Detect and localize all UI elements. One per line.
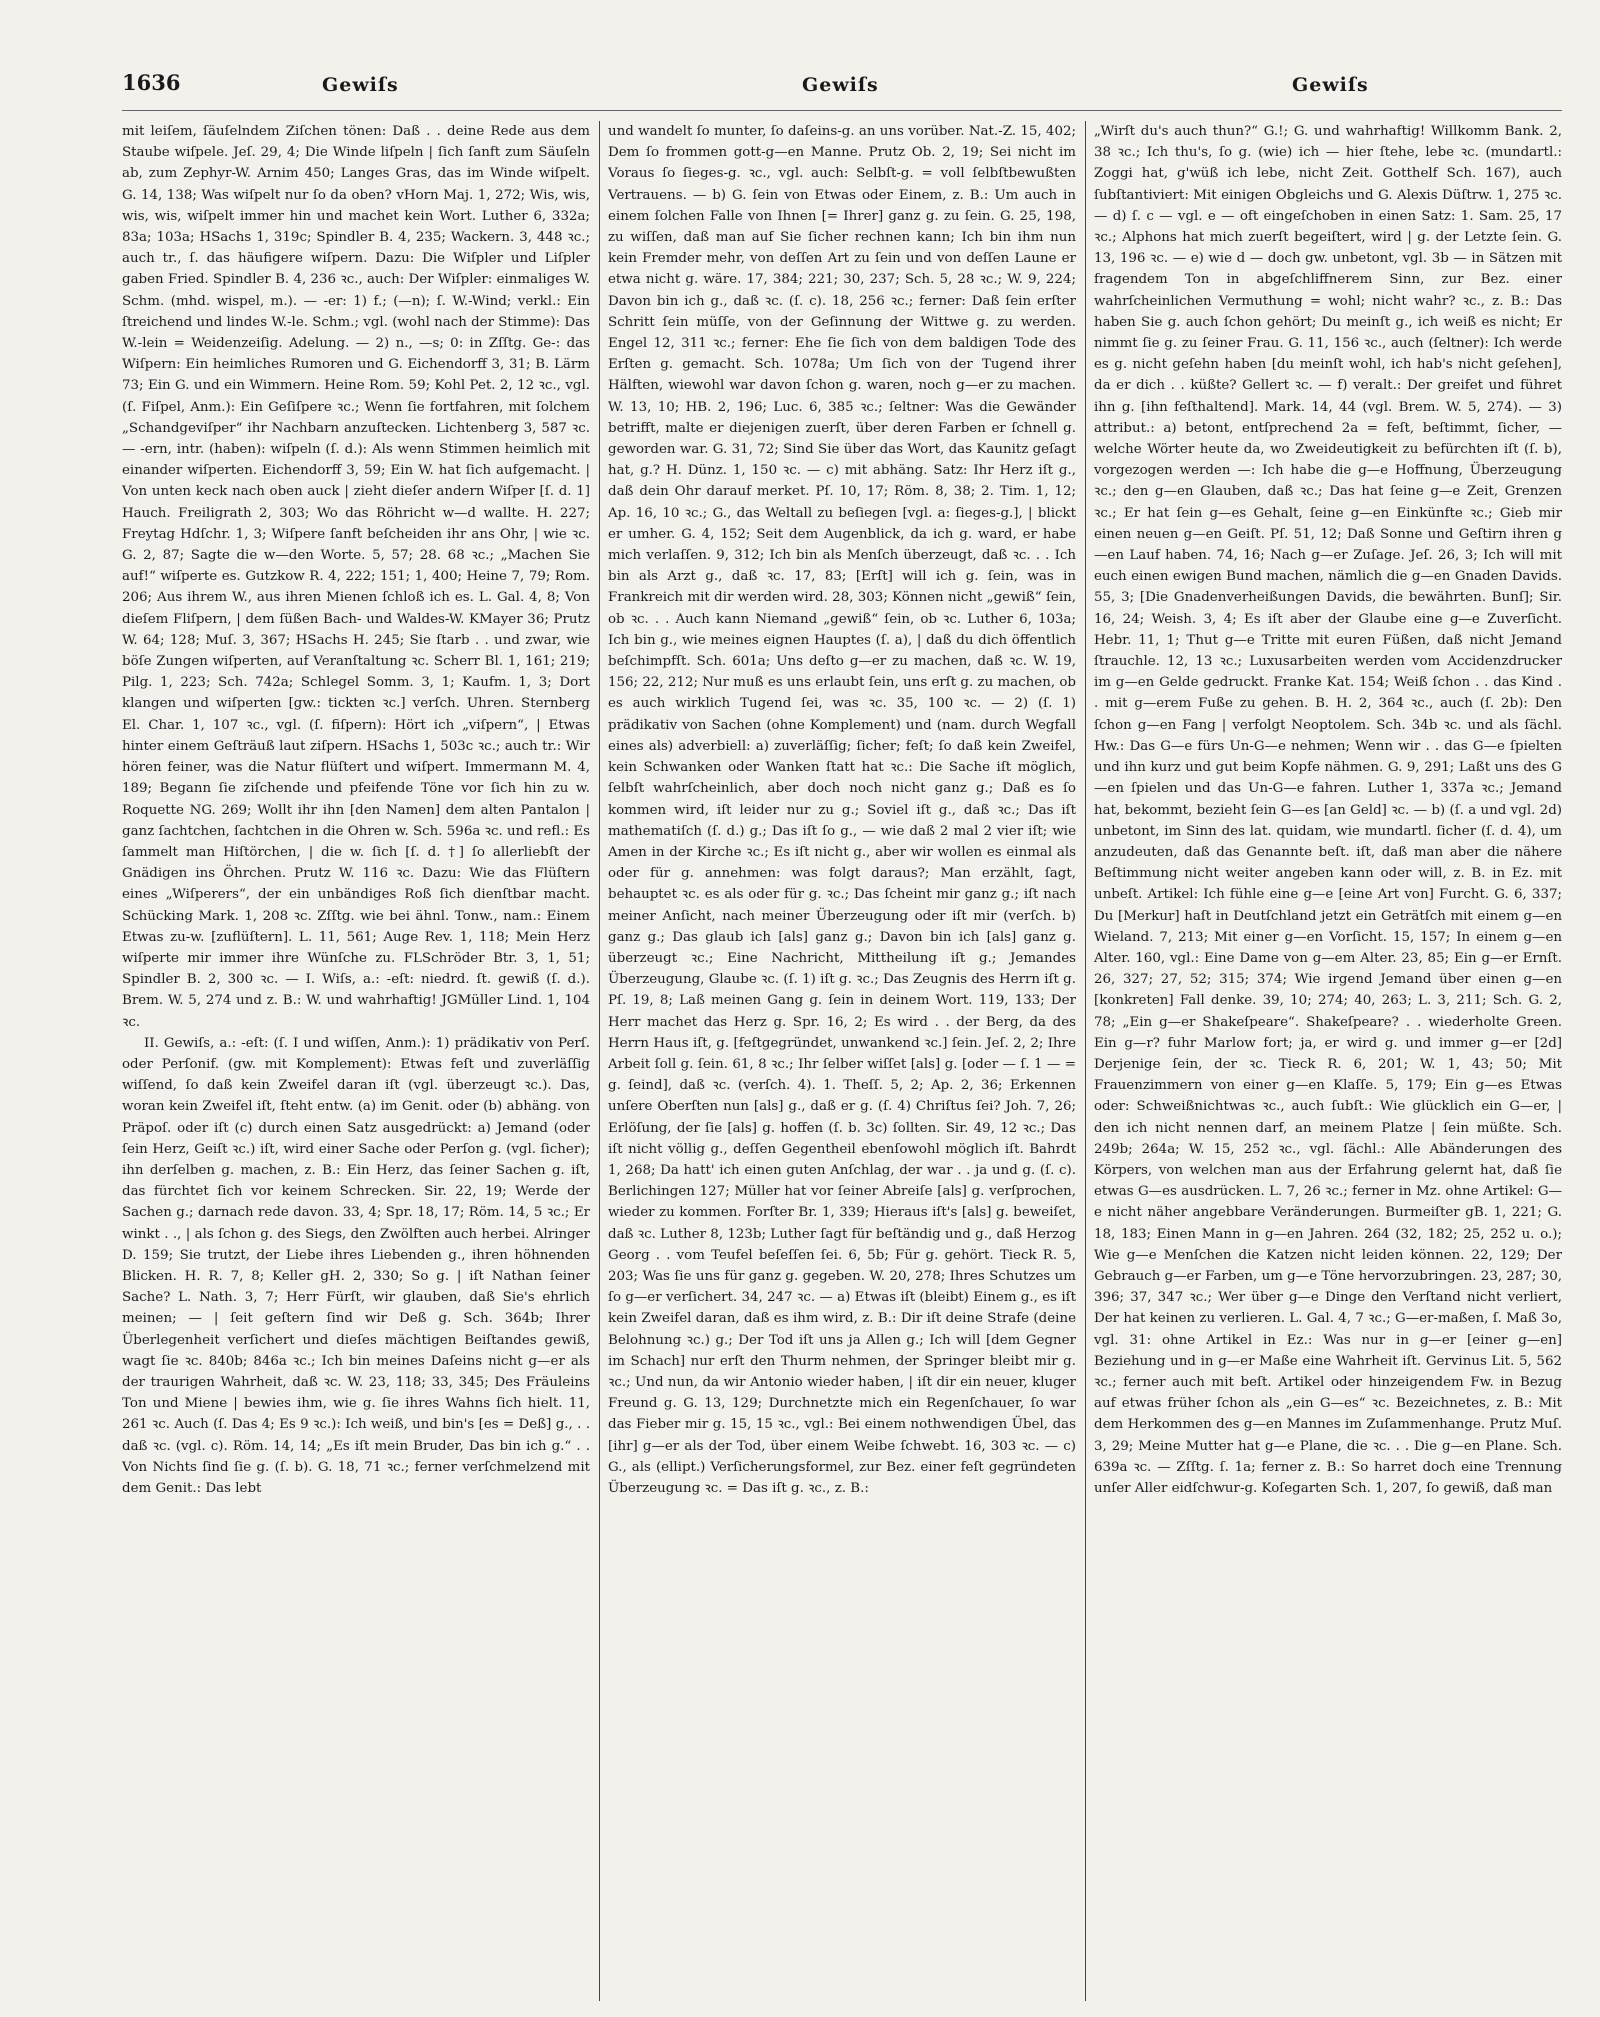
column-paragraph: „Wirſt du's auch thun?“ G.!; G. und wahrhaftig! Willkomm Bank. 2, 38 ꝛc.; Ich thu's, ſo g. (wie) ich — hier ſtehe, lebe ꝛc. (mundartl.: Zoggi hat, g'wüß ich lebe, nicht Zeit. Gotthelf Sch. 167), auch ſubſtantiviert: Mit einigen Obgleichs und G. Alexis Düſtrw. 1, 275 ꝛc. — d) ſ. c — vgl. e — oft eingeſchoben in einen Satz: 1. Sam. 25, 17 ꝛc.; Alphons hat mich zuerſt begeiſtert, wird | g. der Letzte ſein. G. 13, 196 ꝛc. — e) wie d — doch gw. unbetont, vgl. 3b — in Sätzen mit fragendem Ton in abgeſchliffnerem Sinn, zur Bez. einer wahrſcheinlichen Vermuthung = wohl; nicht wahr? ꝛc., z. B.: Das haben Sie g. auch ſchon gehört; Du meinſt g., ich weiß es nicht; Er nimmt ſie g. zu ſeiner Frau. G. 11, 156 ꝛc., auch (ſeltner): Ich werde es g. nicht geſehn haben [du meinſt wohl, ich hab's nicht geſehen], da er dich . . küßte? Gellert ꝛc. — f) veralt.: Der greifet und führet ihn g. [ihn feſthaltend]. Mark. 14, 44 (vgl. Brem. W. 5, 274). — 3) attribut.: a) betont, entſprechend 2a = feſt, beſtimmt, ſicher, — welche Wörter heute da, wo Zweideutigkeit zu befürchten iſt (ſ. b), vorgezogen werden —: Ich habe die g—e Hoffnung, Überzeugung ꝛc.; den g—en Glauben, daß ꝛc.; Das hat ſeine g—e Zeit, Grenzen ꝛc.; Er hat ſein g—es Gehalt, ſeine g—en Einkünfte ꝛc.; Gieb mir einen neuen g—en Geiſt. Pſ. 51, 12; Daß Sonne und Geſtirn ihren g—en Lauf haben. 74, 16; Nach g—er Zuſage. Jeſ. 26, 3; Ich will mit euch einen ewigen Bund machen, nämlich die g—en Gnaden Davids. 55, 3; [Die Gnadenverheißungen Davids, die bewährten. Bunſ]; Sir. 16, 24; Weish. 3, 4; Es iſt aber der Glaube eine g—e Zuverſicht. Hebr. 11, 1; Thut g—e Tritte mit euren Füßen, daß nicht Jemand ſtrauchle. 12, 13 ꝛc.; Luxusarbeiten werden vom Accidenzdrucker im g—en Gelde gedruckt. Franke Kat. 154; Weiß ſchon . . das Kind . . mit g—erem Fuße zu gehen. B. H. 2, 364 ꝛc., auch (ſ. 2b): Den ſchon g—en Fang | verfolgt Neoptolem. Sch. 34b ꝛc. und als ſächl. Hw.: Das G—e fürs Un-G—e nehmen; Wenn wir . . das G—e ſpielten und ihn kurz und gut beim Kopfe nähmen. G. 9, 291; Laßt uns des G—en ſpielen und das Un-G—e fahren. Luther 1, 337a ꝛc.; Jemand hat, bekommt, bezieht ſein G—es [an Geld] ꝛc. — b) (ſ. a und vgl. 2d) unbetont, im Sinn des lat. quidam, wie mundartl. ſicher (ſ. d. 4), um anzudeuten, daß das Genannte beſt. iſt, daß man aber die nähere Beſtimmung nicht weiter angeben kann oder will, z. B. in Ez. mit unbeſt. Artikel: Ich fühle eine g—e [eine Art von] Furcht. G. 6, 337; Du [Merkur] haſt in Deutſchland jetzt ein Geträtſch mit einem g—en Wieland. 7, 213; Mit einer g—en Vorſicht. 15, 157; In einem g—en Alter. 160, vgl.: Eine Dame von g—em Alter. 23, 85; Ein g—er Ernſt. 26, 327; 27, 52; 315; 374; Wie irgend Jemand über einen g—en [konkreten] Fall denke. 39, 10; 274; 40, 263; L. 3, 211; Sch. G. 2, 78; „Ein g—er Shakeſpeare“. Shakeſpeare? . . wiederholte Green. Ein g—r? fuhr Marlow fort; ja, er wird g. und immer g—er [2d] Derjenige ſein, der ꝛc. Tieck R. 6, 201; W. 1, 43; 50; Mit Frauenzimmern von einer g—en Klaſſe. 5, 179; Ein g—es Etwas oder: Schweißnichtwas ꝛc., auch ſubſt.: Wie glücklich ein G—er, | den ich nicht nennen darf, an meinem Platze | ſein müßte. Sch. 249b; 264a; W. 15, 252 ꝛc., vgl. ſächl.: Alle Abänderungen des Körpers, von welchen man aus der Erfahrung gelernt hat, daß ſie etwas G—es ausdrücken. L. 7, 26 ꝛc.; ferner in Mz. ohne Artikel: G—e nicht näher angebbare Veränderungen. Burmeiſter gB. 1, 221; G. 18, 183; Einen Mann in g—en Jahren. 264 (32, 182; 25, 252 u. o.); Wie g—e Menſchen die Katzen nicht leiden können. 22, 129; Der Gebrauch g—er Farben, um g—e Töne hervorzubringen. 23, 287; 30, 396; 37, 347 ꝛc.; Wer über g—e Dinge den Verſtand nicht verliert, Der hat keinen zu verlieren. L. Gal. 4, 7 ꝛc.; G—er-maßen, ſ. Maß 3o, vgl. 31: ohne Artikel in Ez.: Was nur in g—er [einer g—en] Beziehung und in g—er Maße eine Wahrheit iſt. Gervinus Lit. 5, 562 ꝛc.; ferner auch mit beſt. Artikel oder hinzeigendem Fw. in Bezug auf etwas früher ſchon als „ein G—es“ ꝛc. Bezeichnetes, z. B.: Mit dem Herkommen des g—en Mannes im Zuſammenhange. Prutz Muſ. 3, 29; Meine Mutter hat g—e Plane, die ꝛc. . . Die g—en Plane. Sch. 639a ꝛc. — Zſſtg. ſ. 1a; ferner z. B.: So harret doch eine Trennung unſer Aller eidſchwur-g. Koſegarten Sch. 1, 207, ſo gewiß, daß man xyxy=(1094,124,1562,1496)
column-paragraph: II. Gewiſs, a.: -eſt: (ſ. I und wiſſen, Anm.): 1) prädikativ von Perſ. oder Perſonif. (gw. mit Komplement): Etwas feſt und zuverläſſig wiſſend, ſo daß kein Zweifel daran iſt (vgl. überzeugt ꝛc.). Das, woran kein Zweifel iſt, ſteht entw. (a) im Genit. oder (b) abhäng. von Präpoſ. oder iſt (c) durch einen Satz ausgedrückt: a) Jemand (oder ſein Herz, Geiſt ꝛc.) iſt, wird einer Sache oder Perſon g. (vgl. ſicher); ihn derſelben g. machen, z. B.: Ein Herz, das ſeiner Sachen g. iſt, das fürchtet ſich vor keinem Schrecken. Sir. 22, 19; Werde der Sachen g.; darnach rede davon. 33, 4; Spr. 18, 17; Röm. 14, 5 ꝛc.; Er winkt . ., | als ſchon g. des Siegs, den Zwölften auch herbei. Alringer D. 159; Sie trutzt, der Liebe ihres Liebenden g., ihren höhnenden Blicken. H. R. 7, 8; Keller gH. 2, 330; So g. | iſt Nathan ſeiner Sache? L. Nath. 3, 7; Herr Fürſt, wir glauben, daß Sie's ehrlich meinen; — | ſeit geſtern ſind wir Deß g. Sch. 364b; Ihrer Überlegenheit verſichert und dieſes mächtigen Beiſtandes gewiß, wagt ſie ꝛc. 840b; 846a ꝛc.; Ich bin meines Daſeins nicht g—er als der traurigen Wahrheit, daß ꝛc. W. 23, 118; 33, 345; Des Fräuleins Ton und Miene | bewies ihm, wie g. ſie ihres Wahns ſich hielt. 11, 261 ꝛc. Auch (ſ. Das 4; Es 9 ꝛc.): Ich weiß, und bin's [es = Deß] g., . . daß ꝛc. (vgl. c). Röm. 14, 14; „Es iſt mein Bruder, Das bin ich g.“ . . Von Nichts ſind ſie g. (ſ. b). G. 18, 71 ꝛc.; ferner verſchmelzend mit dem Genit.: Das lebt xyxy=(122,1035,590,1496)
running-head-right: Gewiſs xyxy=(1292,74,1369,96)
page-number: 1636 xyxy=(122,70,181,95)
header-rule xyxy=(122,110,1562,111)
column-right xyxy=(1085,121,1562,2001)
column-left xyxy=(122,121,590,2001)
running-head-center: Gewiſs xyxy=(802,74,879,96)
text-columns xyxy=(122,121,1562,2001)
page-header xyxy=(122,70,1562,110)
running-head-left: Gewiſs xyxy=(322,74,399,96)
column-paragraph: mit leiſem, ſäuſelndem Ziſchen tönen: Daß . . deine Rede aus dem Staube wiſpele. Jeſ. 29, 4; Die Winde liſpeln | ſich ſanft zum Säuſeln ab, zum Zephyr-W. Arnim 450; Langes Gras, das im Winde wiſpelt. G. 14, 138; Was wiſpelt nur ſo da oben? vHorn Maj. 1, 272; Wis, wis, wis, wis, wiſpelt immer hin und machet kein Wort. Luther 6, 332a; 83a; 103a; HSachs 1, 319c; Spindler B. 4, 235; Wackern. 3, 448 ꝛc.; auch tr., ſ. das häufigere wiſpern. Dazu: Die Wiſpler und Liſpler gaben Fried. Spindler B. 4, 236 ꝛc., auch: Der Wiſpler: einmaliges W. Schm. (mhd. wispel, m.). — -er: 1) f.; (—n); ſ. W.-Wind; verkl.: Ein ſtreichend und lindes W.-le. Schm.; vgl. (wohl nach der Stimme): Das W.-lein = Weidenzeiſig. Adelung. — 2) n., —s; 0: in Zſſtg. Ge-: das Wiſpern: Ein heimliches Rumoren und G. Eichendorff 3, 31; B. Lärm 73; Ein G. und ein Wimmern. Heine Rom. 59; Kohl Pet. 2, 12 ꝛc., vgl. (ſ. Fiſpel, Anm.): Ein Geſiſpere ꝛc.; Wenn ſie fortfahren, mit ſolchem „Schandgeviſper“ ihr Nachbarn anzuſtecken. Lichtenberg 3, 587 ꝛc. — -ern, intr. (haben): wiſpeln (ſ. d.): Als wenn Stimmen heimlich mit einander wiſperten. Eichendorff 3, 59; Ein W. hat ſich aufgemacht. | Von unten keck nach oben auck | zieht dieſer andern Wiſper [ſ. d. 1] Hauch. Freiligrath 2, 303; Wo das Röhricht w—d wallte. H. 227; Freytag Hdſchr. 1, 3; Wiſpere ſanft beſcheiden ihr ans Ohr, | wie ꝛc. G. 2, 87; Sagte die w—den Worte. 5, 57; 28. 68 ꝛc.; „Machen Sie auf!“ wiſperte es. Gutzkow R. 4, 222; 151; 1, 400; Heine 7, 79; Rom. 206; Aus ihrem W., aus ihren Mienen ſchloß ich es. L. Gal. 4, 8; Von dieſem Fliſpern, | dem ſüßen Bach- und Waldes-W. KMayer 36; Prutz W. 64; 128; Muſ. 3, 367; HSachs H. 245; Sie ſtarb . . und zwar, wie böſe Zungen wiſperten, auf Veranſtaltung ꝛc. Scherr Bl. 1, 161; 219; Pilg. 1, 223; Sch. 742a; Schlegel Somm. 3, 1; Kaufm. 1, 3; Dort klangen und wiſperten [gw.: tickten ꝛc.] verſch. Uhren. Sternberg El. Char. 1, 107 ꝛc., vgl. (ſ. fiſpern): Hört ich „viſpern“, | Etwas hinter einem Geſträuß laut ziſpern. HSachs 1, 503c ꝛc.; auch tr.: Wir hören feiner, was die Natur flüſtert und wiſpert. Immermann M. 4, 189; Begann ſie ziſchende und pfeifende Töne vor ſich hin zu w. Roquette NG. 269; Wollt ihr ihn [den Namen] dem alten Pantalon | ganz ſachtchen, ſachtchen in die Ohren w. Sch. 596a ꝛc. und refl.: Es ſammelt man Hiſtörchen, | die w. ſich [ſ. d. †] ſo allerliebſt der Gnädigen ins Öhrchen. Prutz W. 116 ꝛc. Dazu: Wie das Flüſtern eines „Wiſperers“, der ein unbändiges Roß ſich dienſtbar macht. Schücking Mark. 1, 208 ꝛc. Zſſtg. wie bei ähnl. Tonw., nam.: Einem Etwas zu-w. [zuflüſtern]. L. 11, 561; Auge Rev. 1, 118; Mein Herz wiſperte mir immer ihre Wünſche zu. FLSchröder Btr. 3, 1, 51; Spindler B. 2, 300 ꝛc. — I. Wiſs, a.: -eſt: niedrd. ſt. gewiß (ſ. d.). Brem. W. 5, 274 und z. B.: W. und wahrhaftig! JGMüller Lind. 1, 104 ꝛc. xyxy=(122,124,590,1030)
column-middle xyxy=(599,121,1076,2001)
column-paragraph: und wandelt ſo munter, ſo daſeins-g. an uns vorüber. Nat.-Z. 15, 402; Dem ſo frommen gott-g—en Manne. Prutz Ob. 2, 19; Sei nicht im Voraus ſo ſieges-g. ꝛc., vgl. auch: Selbſt-g. = voll ſelbſtbewußten Vertrauens. — b) G. ſein von Etwas oder Einem, z. B.: Um auch in einem ſolchen Falle von Ihnen [= Ihrer] ganz g. zu ſein. G. 25, 198, zu wiſſen, daß man auf Sie ſicher rechnen kann; Ich bin ihm nun kein Fremder mehr, von deſſen Art zu ſein und von deſſen Laune er etwa nicht g. wäre. 17, 384; 221; 30, 237; Sch. 5, 28 ꝛc.; W. 9, 224; Davon bin ich g., daß ꝛc. (ſ. c). 18, 256 ꝛc.; ferner: Daß ſein erſter Schritt ſein müſſe, von der Geſinnung der Wittwe g. zu werden. Engel 12, 311 ꝛc.; ferner: Ehe ſie ſich von dem baldigen Tode des Erſten g. gemacht. Sch. 1078a; Um ſich von der Tugend ihrer Hälften, wiewohl war davon ſchon g. waren, noch g—er zu machen. W. 13, 10; HB. 2, 196; Luc. 6, 385 ꝛc.; ſeltner: Was die Gewänder betrifft, malte er diejenigen zuerſt, über deren Farben er ſchnell g. geworden war. G. 31, 72; Sind Sie über das Wort, das Kaunitz geſagt hat, g.? H. Dünz. 1, 150 ꝛc. — c) mit abhäng. Satz: Ihr Herz iſt g., daß dein Ohr darauf merket. Pſ. 10, 17; Röm. 8, 38; 2. Tim. 1, 12; Ap. 16, 10 ꝛc.; G., das Weltall zu beſiegen [vgl. a: ſieges-g.], | blickt er umher. G. 4, 152; Seit dem Augenblick, da ich g. ward, er habe mich verlaſſen. 9, 312; Ich bin als Menſch überzeugt, daß ꝛc. . . Ich bin als Arzt g., daß ꝛc. 17, 83; [Erſt] will ich g. ſein, was in Frankreich mit dir werden wird. 28, 303; Können nicht „gewiß“ ſein, ob ꝛc. . . Auch kann Niemand „gewiß“ ſein, ob ꝛc. Luther 6, 103a; Ich bin g., wie meines eignen Hauptes (ſ. a), | daß du dich öffentlich beſchimpfſt. Sch. 601a; Uns deſto g—er zu machen, daß ꝛc. W. 19, 156; 22, 212; Nur muß es uns erlaubt ſein, uns erſt g. zu machen, ob es auch wirklich Tugend ſei, was ꝛc. 35, 100 ꝛc. — 2) (ſ. 1) prädikativ von Sachen (ohne Komplement) und (nam. durch Wegfall eines als) adverbiell: a) zuverläſſig; ſicher; feſt; ſo daß kein Zweifel, kein Schwanken oder Wanken ſtatt hat ꝛc.: Die Sache iſt möglich, ſelbſt wahrſcheinlich, aber doch noch nicht ganz g.; Daß es ſo kommen wird, iſt leider nur zu g.; Soviel iſt g., daß ꝛc.; Das iſt mathematiſch (ſ. d.) g.; Das iſt ſo g., — wie daß 2 mal 2 vier iſt; wie Amen in der Kirche ꝛc.; Es iſt nicht g., aber wir wollen es einmal als oder für g. annehmen: was folgt daraus?; Man erzählt, ſagt, behauptet ꝛc. es als oder für g. ꝛc.; Das ſcheint mir ganz g.; iſt nach meiner Anſicht, nach meiner Überzeugung oder iſt mir (verſch. b) ganz g.; Das glaub ich [als] ganz g.; Davon bin ich [als] ganz g. überzeugt ꝛc.; Eine Nachricht, Mittheilung iſt g.; Jemandes Überzeugung, Glaube ꝛc. (ſ. 1) iſt g. ꝛc.; Das Zeugnis des Herrn iſt g. Pſ. 19, 8; Laß meinen Gang g. ſein in deinem Wort. 119, 133; Der Herr machet das Herz g. Spr. 16, 2; Es wird . . der Berg, da des Herrn Haus iſt, g. [feſtgegründet, unwankend ꝛc.] ſein. Jeſ. 2, 2; Ihre Arbeit ſoll g. ſein. 61, 8 ꝛc.; Ihr ſelber wiſſet [als] g. [oder — ſ. 1 — = g. ſeind], daß ꝛc. (verſch. 4). 1. Theſſ. 5, 2; Ap. 2, 36; Erkennen unſere Oberſten nun [als] g., daß er g. (ſ. 4) Chriſtus ſei? Joh. 7, 26; Erlöſung, der ſie [als] g. hoffen (ſ. b. 3c) ſollten. Sir. 49, 12 ꝛc.; Das iſt nicht völlig g., deſſen Gegentheil ebenſowohl möglich iſt. Bahrdt 1, 268; Da hatt' ich einen guten Anſchlag, der war . . ja und g. (ſ. c). Berlichingen 127; Müller hat vor ſeiner Abreiſe [als] g. verſprochen, wieder zu kommen. Forſter Br. 1, 339; Hieraus iſt's [als] g. beweiſet, daß ꝛc. Luther 8, 123b; Luther ſagt für beſtändig und g., daß Herzog Georg . . vom Teufel beſeſſen ſei. 6, 5b; Für g. gehört. Tieck R. 5, 203; Was ſie uns für ganz g. gegeben. W. 20, 278; Ihres Schutzes um ſo g—er verſichert. 34, 247 ꝛc. — a) Etwas iſt (bleibt) Einem g., es iſt kein Zweifel daran, daß es ihm wird, z. B.: Dir iſt deine Strafe (deine Belohnung ꝛc.) g.; Der Tod iſt uns ja Allen g.; Ich will [dem Gegner im Schach] nur erſt den Thurm nehmen, der Springer bleibt mir g. ꝛc.; Und nun, da wir Antonio wieder haben, | iſt dir ein neuer, kluger Freund g. G. 13, 129; Durchnetzte mich ein Regenſchauer, ſo war das Fieber mir g. 15, 15 ꝛc., vgl.: Bei einem nothwendigen Übel, das [ihr] g—er als der Tod, über einem Weibe ſchwebt. 16, 303 ꝛc. — c) G., als (ellipt.) Verſicherungsformel, zur Bez. einer feſt gegründeten Überzeugung ꝛc. = Das iſt g. ꝛc., z. B.: xyxy=(608,124,1076,1496)
